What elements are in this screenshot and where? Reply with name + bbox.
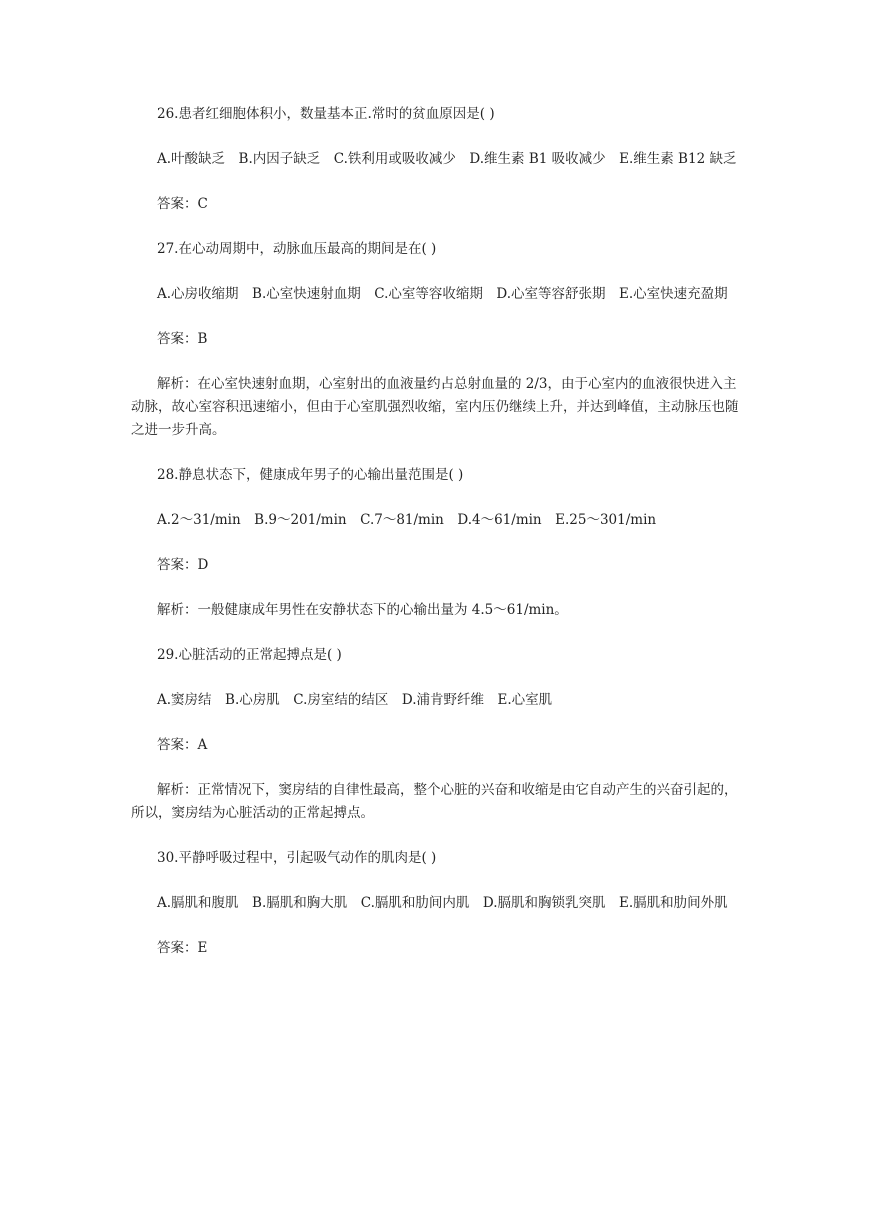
question-27-options: A.心房收缩期 B.心室快速射血期 C.心室等容收缩期 D.心室等容舒张期 E.心室快速充盈期	[157, 286, 728, 302]
question-29-answer: 答案：A	[157, 737, 208, 753]
question-26-options: A.叶酸缺乏 B.内因子缺乏 C.铁利用或吸收减少 D.维生素 B1 吸收减少 E.维生素 B12 缺乏	[157, 151, 737, 167]
question-28-text: 28.静息状态下，健康成年男子的心输出量范围是( )	[157, 467, 464, 483]
question-27-text: 27.在心动周期中，动脉血压最高的期间是在( )	[157, 241, 437, 257]
question-27-explanation: 解析：在心室快速射血期，心室射出的血液量约占总射血量的 2/3，由于心室内的血液很快进入主动脉，故心室容积迅速缩小，但由于心室肌强烈收缩，室内压仍继续上升，并达到峰值，主动脉压也随之进一步升高。	[131, 376, 739, 438]
question-26-answer: 答案：C	[157, 196, 208, 212]
question-29-options: A.窦房结 B.心房肌 C.房室结的结区 D.浦肯野纤维 E.心室肌	[157, 692, 553, 708]
document-body	[131, 103, 739, 982]
question-28-options: A.2～31/min B.9～201/min C.7～81/min D.4～61/min E.25～301/min	[157, 512, 657, 528]
question-26-text: 26.患者红细胞体积小，数量基本正.常时的贫血原因是( )	[157, 106, 495, 122]
question-29-explanation: 解析：正常情况下，窦房结的自律性最高，整个心脏的兴奋和收缩是由它自动产生的兴奋引起的，所以，窦房结为心脏活动的正常起搏点。	[131, 782, 738, 821]
question-30-options: A.膈肌和腹肌 B.膈肌和胸大肌 C.膈肌和肋间内肌 D.膈肌和胸锁乳突肌 E.膈肌和肋间外肌	[157, 895, 728, 911]
question-30-answer: 答案：E	[157, 940, 208, 956]
question-28-answer: 答案：D	[157, 557, 209, 573]
question-27-answer: 答案：B	[157, 331, 208, 347]
question-28-explanation: 解析：一般健康成年男性在安静状态下的心输出量为 4.5～61/min。	[157, 602, 568, 618]
question-30-text: 30.平静呼吸过程中，引起吸气动作的肌肉是( )	[157, 850, 437, 866]
question-29-text: 29.心脏活动的正常起搏点是( )	[157, 647, 342, 663]
